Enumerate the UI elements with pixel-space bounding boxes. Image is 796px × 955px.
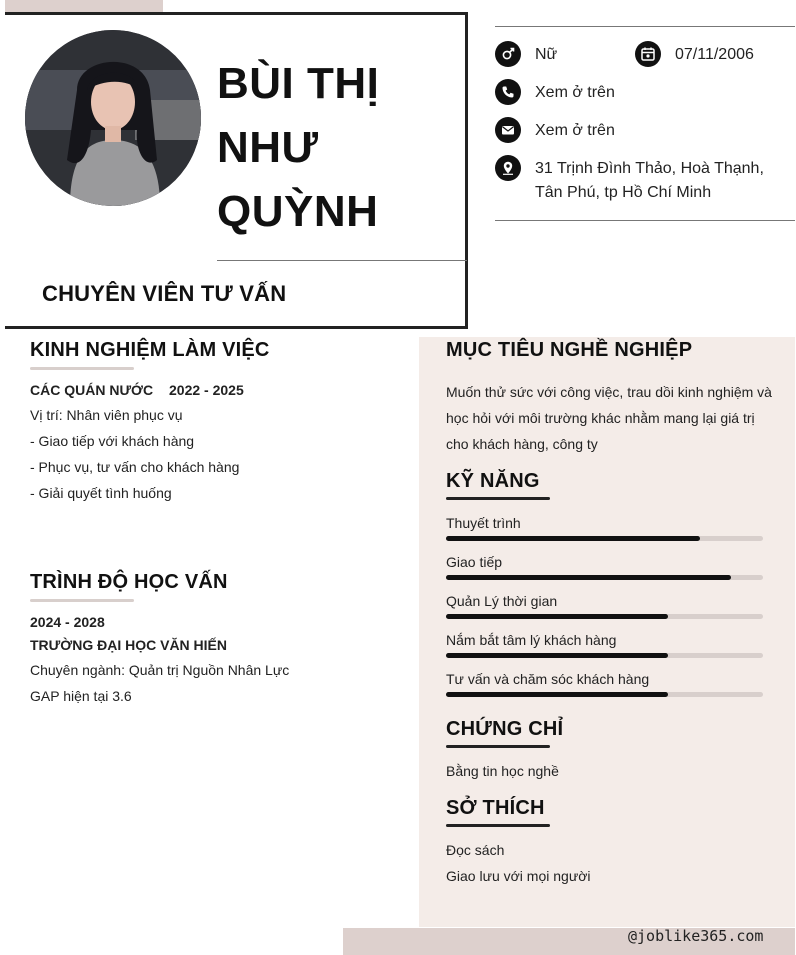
contact-top-divider <box>495 26 795 27</box>
watermark: @joblike365.com <box>628 927 764 945</box>
skill-bar-fill <box>446 614 668 619</box>
contact-bottom-divider <box>495 220 795 221</box>
skill-bar-track <box>446 575 763 580</box>
skill-bar-track <box>446 614 763 619</box>
skill-bar-fill <box>446 692 668 697</box>
objective-heading: MỤC TIÊU NGHỀ NGHIỆP <box>446 339 693 361</box>
objective-line-2: học hỏi với môi trường khác nhằm mang lại giá trị <box>446 410 755 426</box>
experience-period: 2022 - 2025 <box>169 382 244 398</box>
skill-bar-fill <box>446 653 668 658</box>
experience-line-2: - Giao tiếp với khách hàng <box>30 433 195 449</box>
education-period: 2024 - 2028 <box>30 614 105 630</box>
certificates-heading: CHỨNG CHỈ <box>446 718 564 740</box>
hobbies-heading-underline <box>446 824 550 827</box>
calendar-icon <box>635 41 661 67</box>
phone-value: Xem ở trên <box>535 84 615 101</box>
education-major: Chuyên ngành: Quản trị Nguồn Nhân Lực <box>30 662 290 678</box>
education-school: TRƯỜNG ĐẠI HỌC VĂN HIẾN <box>30 637 228 653</box>
skill-bar-track <box>446 653 763 658</box>
hobby-item: Giao lưu với mọi người <box>446 868 591 884</box>
name-divider <box>217 260 467 261</box>
skill-label: Thuyết trình <box>446 515 521 531</box>
experience-company: CÁC QUÁN NƯỚC <box>30 382 154 398</box>
hobbies-heading: SỞ THÍCH <box>446 797 545 819</box>
skills-heading: KỸ NĂNG <box>446 470 540 492</box>
skill-label: Nắm bắt tâm lý khách hàng <box>446 632 617 648</box>
name-line-3: QUỲNH <box>217 187 379 236</box>
avatar <box>25 30 201 206</box>
education-heading-underline <box>30 599 134 602</box>
certificates-heading-underline <box>446 745 550 748</box>
address-line-2: Tân Phú, tp Hồ Chí Minh <box>535 184 712 201</box>
certificate-item: Bằng tin học nghề <box>446 763 559 779</box>
mail-icon <box>495 117 521 143</box>
location-pin-icon <box>495 155 521 181</box>
full-name <box>217 52 457 244</box>
experience-line-3: - Phục vụ, tư vấn cho khách hàng <box>30 459 240 475</box>
skill-bar-fill <box>446 536 700 541</box>
skill-bar-track <box>446 536 763 541</box>
objective-line-1: Muốn thử sức với công việc, trau dồi kinh nghiệm và <box>446 384 772 400</box>
skill-label: Quản Lý thời gian <box>446 593 558 609</box>
experience-line-1: Vị trí: Nhân viên phục vụ <box>30 407 183 423</box>
job-title: CHUYÊN VIÊN TƯ VẤN <box>42 281 287 306</box>
experience-heading: KINH NGHIỆM LÀM VIỆC <box>30 339 270 361</box>
address-line-1: 31 Trịnh Đình Thảo, Hoà Thạnh, <box>535 160 764 177</box>
skill-label: Tư vấn và chăm sóc khách hàng <box>446 671 650 687</box>
experience-line-4: - Giải quyết tình huống <box>30 485 172 501</box>
skill-label: Giao tiếp <box>446 554 503 570</box>
experience-heading-underline <box>30 367 134 370</box>
education-gpa: GAP hiện tại 3.6 <box>30 688 132 704</box>
skill-bar-fill <box>446 575 731 580</box>
email-value: Xem ở trên <box>535 122 615 139</box>
education-heading: TRÌNH ĐỘ HỌC VẤN <box>30 571 228 593</box>
hobby-item: Đọc sách <box>446 842 505 858</box>
name-line-2: NHƯ <box>217 123 319 172</box>
objective-line-3: cho khách hàng, công ty <box>446 436 598 452</box>
skill-bar-track <box>446 692 763 697</box>
name-line-1: BÙI THỊ <box>217 59 380 108</box>
gender-value: Nữ <box>535 46 558 63</box>
skills-heading-underline <box>446 497 550 500</box>
phone-icon <box>495 79 521 105</box>
birthday-value: 07/11/2006 <box>675 46 754 63</box>
gender-icon <box>495 41 521 67</box>
